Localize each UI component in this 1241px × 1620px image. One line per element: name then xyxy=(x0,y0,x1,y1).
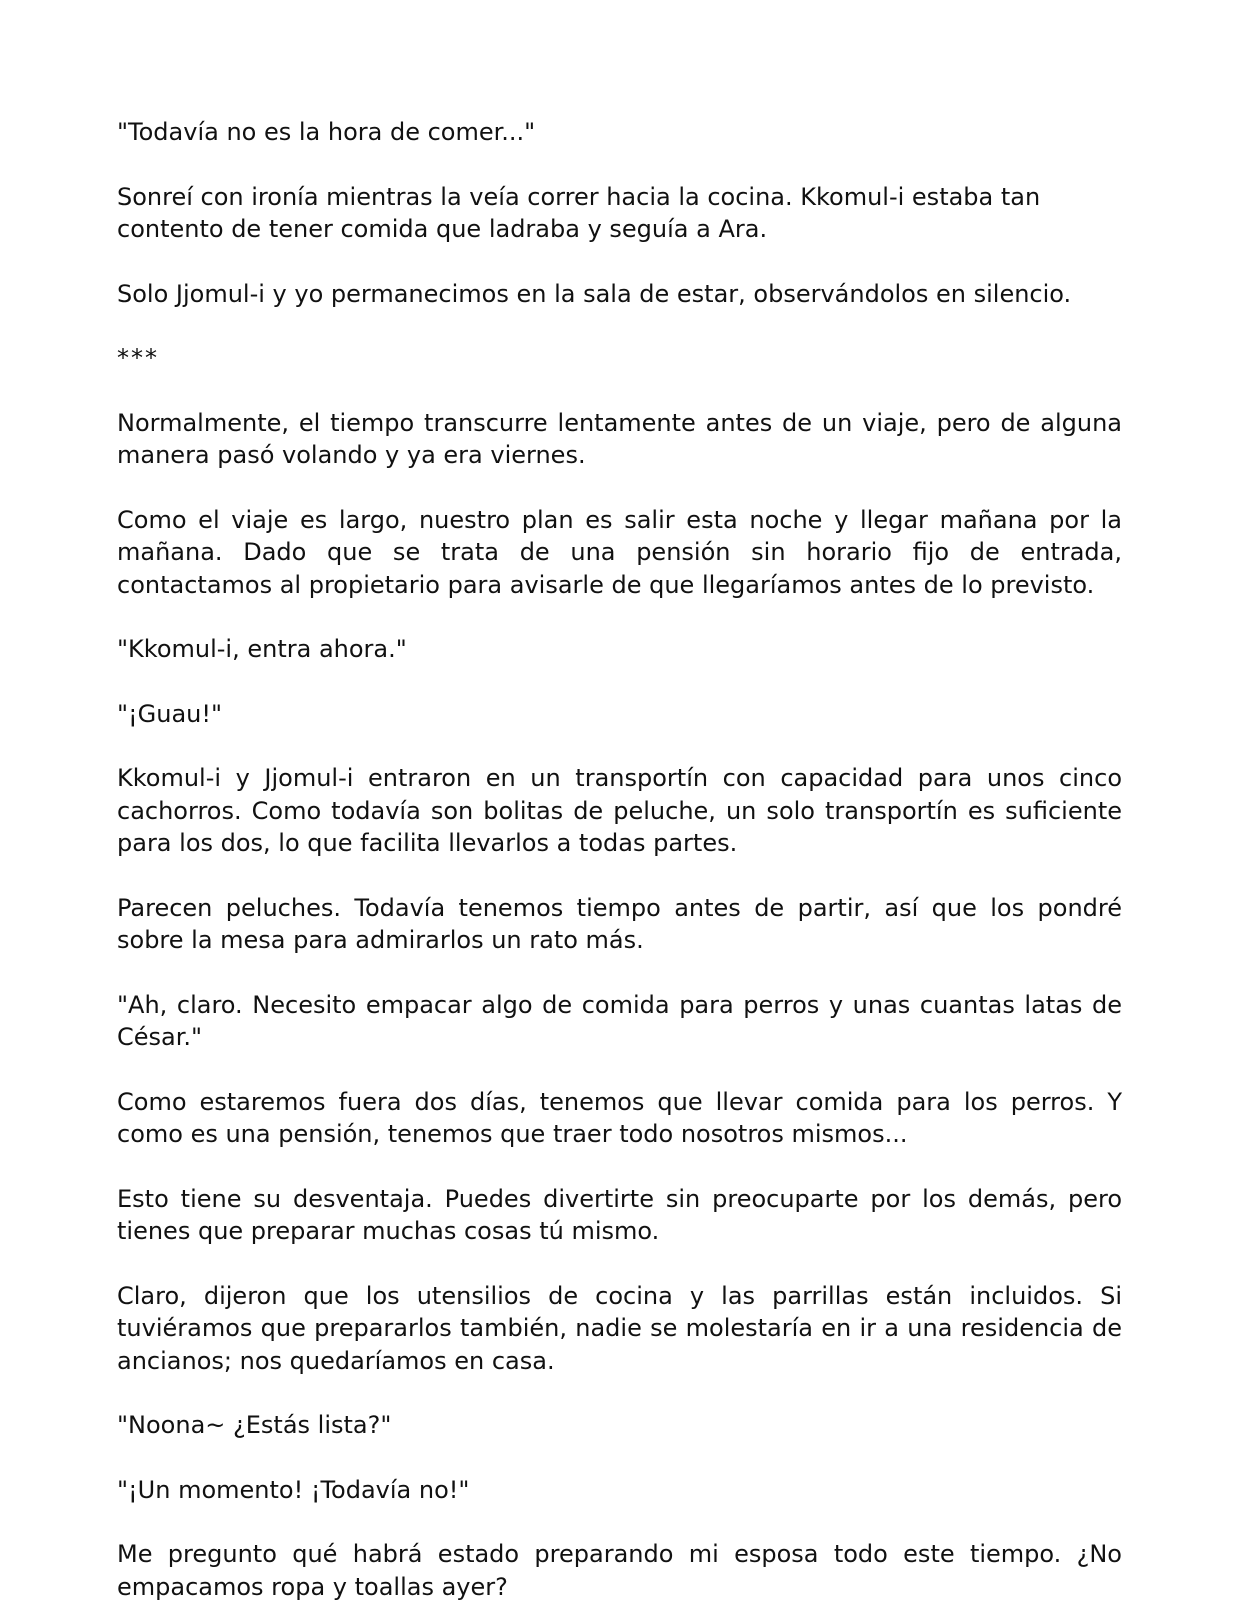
paragraph-dialogue-comida-perros: "Ah, claro. Necesito empacar algo de comida para perros y unas cuantas latas de César." xyxy=(117,990,1122,1051)
document-body xyxy=(117,116,1122,1620)
paragraph-desventaja: Esto tiene su desventaja. Puedes divertirte sin preocuparte por los demás, pero tienes que preparar muchas cosas tú mismo. xyxy=(117,1184,1122,1245)
paragraph-parecen-peluches: Parecen peluches. Todavía tenemos tiempo antes de partir, así que los pondré sobre la mesa para admirarlos un rato más. xyxy=(117,893,1122,954)
paragraph-dialogue-hora-de-comer: "Todavía no es la hora de comer..." xyxy=(117,118,536,146)
paragraph-transportin: Kkomul-i y Jjomul-i entraron en un transportín con capacidad para unos cinco cachorros. Como todavía son bolitas de peluche, un solo transportín es suficiente para los dos, lo que facilita llevarlos a todas partes. xyxy=(117,764,1122,857)
paragraph-dialogue-estas-lista: "Noona~ ¿Estás lista?" xyxy=(117,1411,392,1439)
paragraph-como-el-viaje: Como el viaje es largo, nuestro plan es salir esta noche y llegar mañana por la mañana. Dado que se trata de una pensión sin horario fijo de entrada, contactamos al propietario para avisarle de que llegaríamos antes de lo previsto. xyxy=(117,505,1122,599)
section-separator: *** xyxy=(117,344,159,372)
paragraph-me-pregunto: Me pregunto qué habrá estado preparando mi esposa todo este tiempo. ¿No empacamos ropa y toallas ayer? xyxy=(117,1540,1122,1601)
paragraph-estaremos-fuera: Como estaremos fuera dos días, tenemos que llevar comida para los perros. Y como es una pensión, tenemos que traer todo nosotros mismos... xyxy=(117,1087,1122,1148)
paragraph-normalmente: Normalmente, el tiempo transcurre lentamente antes de un viaje, pero de alguna manera pasó volando y ya era viernes. xyxy=(117,408,1122,469)
paragraph-utensilios: Claro, dijeron que los utensilios de cocina y las parrillas están incluidos. Si tuviéramos que prepararlos también, nadie se molestaría en ir a una residencia de ancianos; nos quedaríamos en casa. xyxy=(117,1281,1122,1375)
paragraph-dialogue-entra-ahora: "Kkomul-i, entra ahora." xyxy=(117,635,407,663)
paragraph-solo-jjomul-i: Solo Jjomul-i y yo permanecimos en la sala de estar, observándolos en silencio. xyxy=(117,279,1072,308)
paragraph-dialogue-un-momento: "¡Un momento! ¡Todavía no!" xyxy=(117,1475,470,1504)
paragraph-dialogue-guau: "¡Guau!" xyxy=(117,699,223,728)
paragraph-sonrei-con-ironia: Sonreí con ironía mientras la veía correr hacia la cocina. Kkomul-i estaba tan contento de tener comida que ladraba y seguía a Ara. xyxy=(117,182,1041,243)
